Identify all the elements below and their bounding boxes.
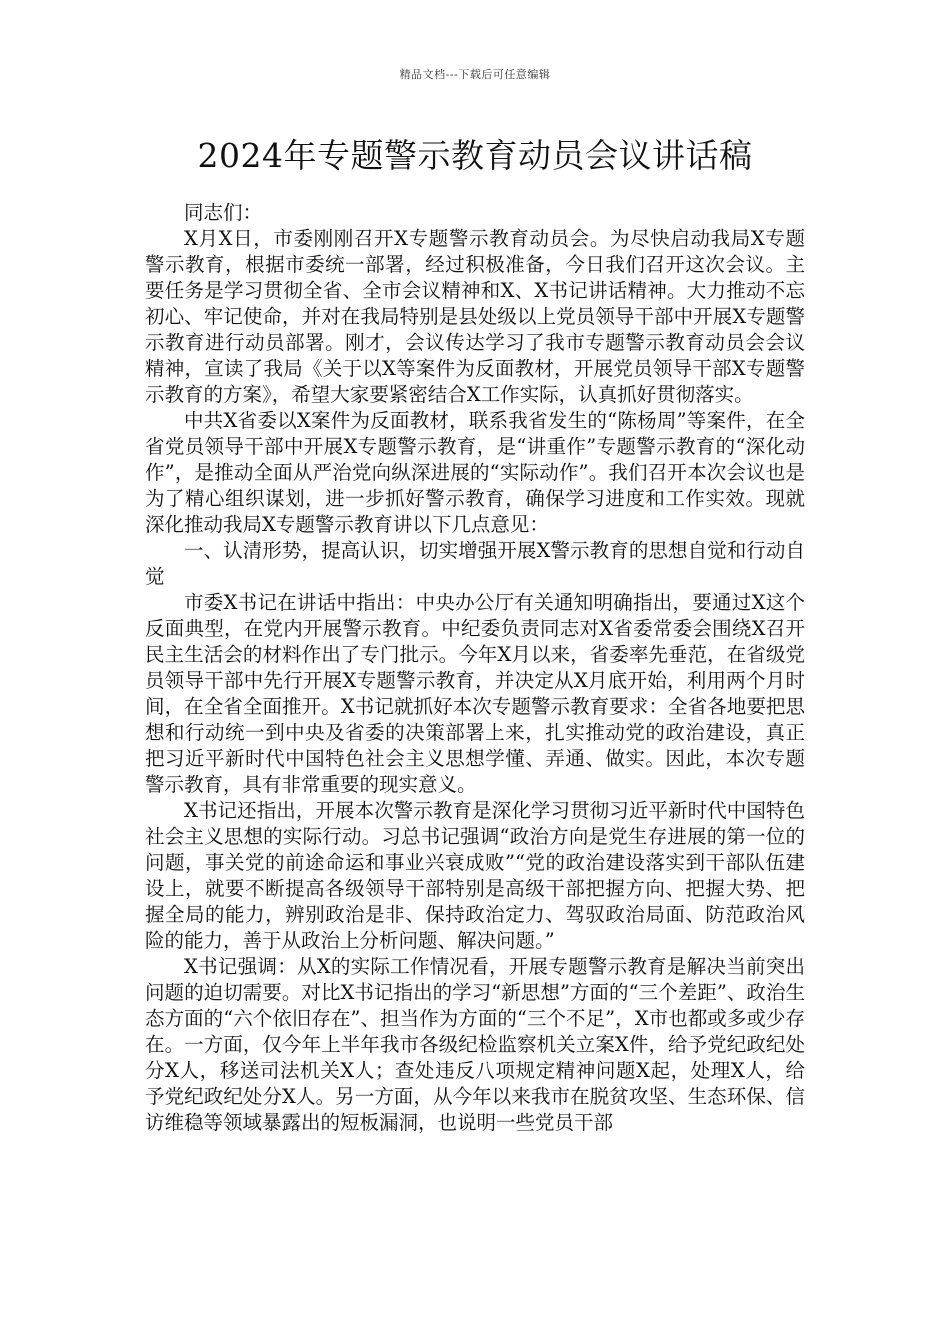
document-header-note: 精品文档---下载后可任意编辑 <box>399 68 551 81</box>
document-title: 2024年专题警示教育动员会议讲话稿 <box>197 136 753 175</box>
paragraph-section-1-c: X书记强调：从X的实际工作情况看，开展专题警示教育是解决当前突出问题的迫切需要。对比X书记指出的学习“新思想”方面的“三个差距”、政治生态方面的“六个依旧存在”、担当作为方面的“三个不足”，X市也都或多或少存在。一方面，仅今年上半年我市各级纪检监察机关立案X件，给予党纪政纪处分X人，移送司法机关X人；查处违反八项规定精神问题X起，处理X人，给予党纪政纪处分X人。另一方面，从今年以来我市在脱贫攻坚、生态环保、信访维稳等领域暴露出的短板漏洞，也说明一些党员干部 <box>145 955 805 1134</box>
section-heading-1: 一、认清形势，提高认识，切实增强开展X警示教育的思想自觉和行动自觉 <box>145 539 805 588</box>
paragraph-intro: X月X日，市委刚刚召开X专题警示教育动员会。为尽快启动我局X专题警示教育，根据市委统一部署，经过积极准备，今日我们召开这次会议。主要任务是学习贯彻全省、全市会议精神和X、X书记讲话精神。大力推动不忘初心、牢记使命，并对在我局特别是县处级以上党员领导干部中开展X专题警示教育进行动员部署。刚才，会议传达学习了我市专题警示教育动员会会议精神，宣读了我局《关于以X等案件为反面教材，开展党员领导干部X专题警示教育的方案》，希望大家要紧密结合X工作实际，认真抓好贯彻落实。 <box>145 227 805 406</box>
paragraph-section-1-a: 市委X书记在讲话中指出：中央办公厅有关通知明确指出，要通过X这个反面典型，在党内开展警示教育。中纪委负责同志对X省委常委会围绕X召开民主生活会的材料作出了专门批示。今年X月以来，省委率先垂范，在省级党员领导干部中先行开展X专题警示教育，并决定从X月底开始，利用两个月时间，在全省全面推开。X书记就抓好本次专题警示教育要求：全省各地要把思想和行动统一到中央及省委的决策部署上来，扎实推动党的政治建设，真正把习近平新时代中国特色社会主义思想学懂、弄通、做实。因此，本次专题警示教育，具有非常重要的现实意义。 <box>145 591 805 796</box>
document-body <box>145 200 805 1136</box>
salutation: 同志们： <box>184 201 263 224</box>
paragraph-background: 中共X省委以X案件为反面教材，联系我省发生的“陈杨周”等案件，在全省党员领导干部中开展X专题警示教育，是“讲重作”专题警示教育的“深化动作”，是推动全面从严治党向纵深进展的“实际动作”。我们召开本次会议也是为了精心组织谋划，进一步抓好警示教育，确保学习进度和工作实效。现就深化推动我局X专题警示教育讲以下几点意见： <box>145 409 805 536</box>
paragraph-section-1-b: X书记还指出，开展本次警示教育是深化学习贯彻习近平新时代中国特色社会主义思想的实际行动。习总书记强调“政治方向是党生存进展的第一位的问题，事关党的前途命运和事业兴衰成败”“党的政治建设落实到干部队伍建设上，就要不断提高各级领导干部特别是高级干部把握方向、把握大势、把握全局的能力，辨别政治是非、保持政治定力、驾驭政治局面、防范政治风险的能力，善于从政治上分析问题、解决问题。” <box>145 799 805 952</box>
